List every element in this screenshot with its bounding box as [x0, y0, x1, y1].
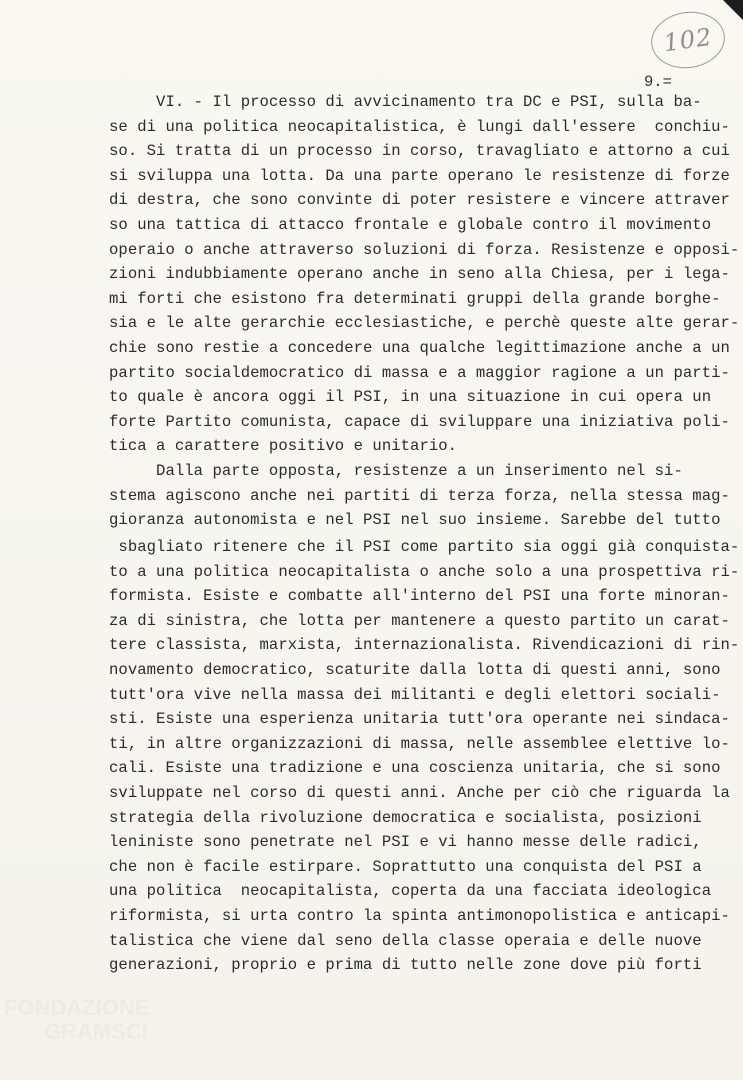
text-line: strategia della rivoluzione democratica e socialista, posizioni [109, 808, 702, 827]
text-line: tere classista, marxista, internazionalista. Rivendicazioni di rin- [109, 636, 740, 655]
text-line: generazioni, proprio e prima di tutto nelle zone dove più forti [109, 956, 702, 975]
text-line: VI. - Il processo di avvicinamento tra DC e PSI, sulla ba- [109, 93, 702, 111]
text-line: ti, in altre organizzazioni di massa, nelle assemblee elettive lo- [109, 734, 730, 753]
text-line: sti. Esiste una esperienza unitaria tutt'ora operante nei sindaca- [109, 710, 730, 729]
text-line: stema agiscono anche nei partiti di terza forza, nella stessa mag- [109, 486, 730, 505]
text-line: mi forti che esistono fra determinati gruppi della grande borghe- [109, 289, 721, 308]
text-line: se di una politica neocapitalistica, è lungi dall'essere conchiu- [109, 117, 730, 136]
page-number: 9.= [644, 73, 672, 91]
text-line: di destra, che sono convinte di poter resistere e vincere attraver [109, 191, 730, 210]
text-line: gioranza autonomista e nel PSI nel suo insieme. Sarebbe del tutto [109, 511, 721, 530]
watermark-line: GRAMSCI [44, 1019, 148, 1044]
text-line: chie sono restie a concedere una qualche legittimazione anche a un [109, 339, 730, 357]
text-line: riformista, si urta contro la spinta antimonopolistica e anticapi- [109, 907, 730, 925]
text-line: za di sinistra, che lotta per mantenere a questo partito un carat- [109, 611, 730, 630]
archive-stamp: 102 [647, 7, 728, 73]
text-line: sbagliato ritenere che il PSI come partito sia oggi già conquista- [109, 538, 740, 556]
text-line: cali. Esiste una tradizione e una coscienza unitaria, che si sono [109, 759, 721, 778]
watermark-line: FONDAZIONE [4, 995, 150, 1020]
text-line: una politica neocapitalista, coperta da una facciata ideologica [109, 882, 712, 901]
text-line: sia e le alte gerarchie ecclesiastiche, e perchè queste alte gerar- [109, 314, 740, 333]
text-line: talistica che viene dal seno della classe operaia e delle nuove [109, 931, 702, 950]
text-line: leniniste sono penetrate nel PSI e vi hanno messe delle radici, [109, 833, 702, 852]
text-line: so. Si tratta di un processo in corso, travagliato e attorno a cui [109, 142, 730, 161]
text-line: formista. Esiste e combatte all'interno del PSI una forte minoran- [109, 587, 730, 606]
text-line: tutt'ora vive nella massa dei militanti e degli elettori sociali- [109, 685, 721, 704]
text-line: novamento democratico, scaturite dalla lotta di questi anni, sono [109, 661, 721, 679]
text-line: partito socialdemocratico di massa e a maggior ragione a un parti- [109, 363, 730, 382]
text-line: operaio o anche attraverso soluzioni di forza. Resistenze e opposi- [109, 240, 740, 259]
text-line: so una tattica di attacco frontale e globale contro il movimento [109, 216, 712, 234]
text-line: che non è facile estirpare. Soprattutto una conquista del PSI a [109, 857, 702, 876]
text-line: tica a carattere positivo e unitario. [109, 437, 458, 456]
text-line: Dalla parte opposta, resistenze a un inserimento nel si- [109, 462, 683, 480]
text-line: forte Partito comunista, capace di sviluppare una iniziativa poli- [109, 412, 730, 431]
watermark [4, 996, 204, 1076]
corner-clip-mark [721, 0, 743, 22]
text-line: to a una politica neocapitalista o anche solo a una prospettiva ri- [109, 562, 740, 581]
text-line: sviluppate nel corso di questi anni. Anche per ciò che riguarda la [109, 784, 730, 802]
text-line: to quale è ancora oggi il PSI, in una situazione in cui opera un [109, 388, 712, 407]
text-line: zioni indubbiamente operano anche in seno alla Chiesa, per i lega- [109, 265, 730, 284]
text-line: si sviluppa una lotta. Da una parte operano le resistenze di forze [109, 166, 730, 185]
